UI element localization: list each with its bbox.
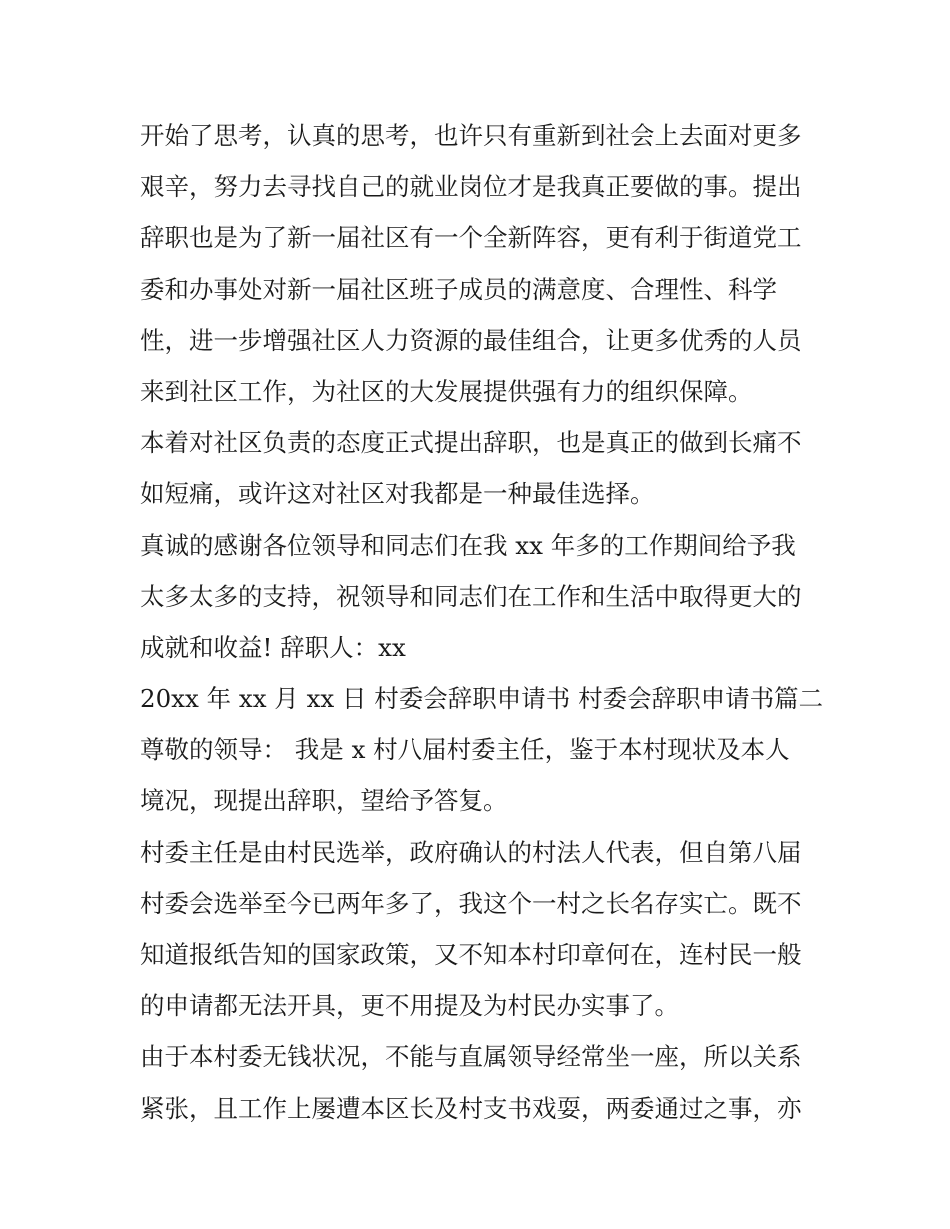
text-line: 辞职也是为了新一届社区有一个全新阵容，更有利于街道党工 [140,223,802,253]
text-line: 太多太多的支持，祝领导和同志们在工作和生活中取得更大的 [140,581,802,611]
text-line: 来到社区工作，为社区的大发展提供强有力的组织保障。 [140,376,753,406]
text-line: 开始了思考，认真的思考，也许只有重新到社会上去面对更多 [140,121,802,150]
text-line: 由于本村委无钱状况，不能与直属领导经常坐一座，所以关系 [140,1042,802,1072]
text-line: 尊敬的领导： 我是 x 村八届村委主任，鉴于本村现状及本人 [140,735,790,765]
text-line: 艰辛，努力去寻找自己的就业岗位才是我真正要做的事。提出 [140,172,802,202]
text-line: 20xx 年 xx 月 xx 日 村委会辞职申请书 村委会辞职申请书篇二 [140,684,824,714]
text-line: 村委主任是由村民选举，政府确认的村法人代表，但自第八届 [140,837,802,867]
text-line: 境况，现提出辞职，望给予答复。 [140,786,508,816]
text-line: 成就和收益! 辞职人：xx [140,632,406,662]
text-line: 紧张，且工作上屡遭本区长及村支书戏耍，两委通过之事，亦 [140,1093,802,1123]
document-body [140,110,824,1134]
text-line: 委和办事处对新一届社区班子成员的满意度、合理性、科学 [140,274,777,304]
text-line: 本着对社区负责的态度正式提出辞职，也是真正的做到长痛不 [140,428,802,458]
text-line: 如短痛，或许这对社区对我都是一种最佳选择。 [140,479,655,509]
text-line: 性，进一步增强社区人力资源的最佳组合，让更多优秀的人员 [140,325,802,355]
text-line: 村委会选举至今已两年多了，我这个一村之长名存实亡。既不 [140,888,802,918]
text-line: 知道报纸告知的国家政策，又不知本村印章何在，连村民一般 [140,940,802,969]
text-line: 的申请都无法开具，更不用提及为村民办实事了。 [140,991,679,1021]
text-line: 真诚的感谢各位领导和同志们在我 xx 年多的工作期间给予我 [140,530,796,560]
